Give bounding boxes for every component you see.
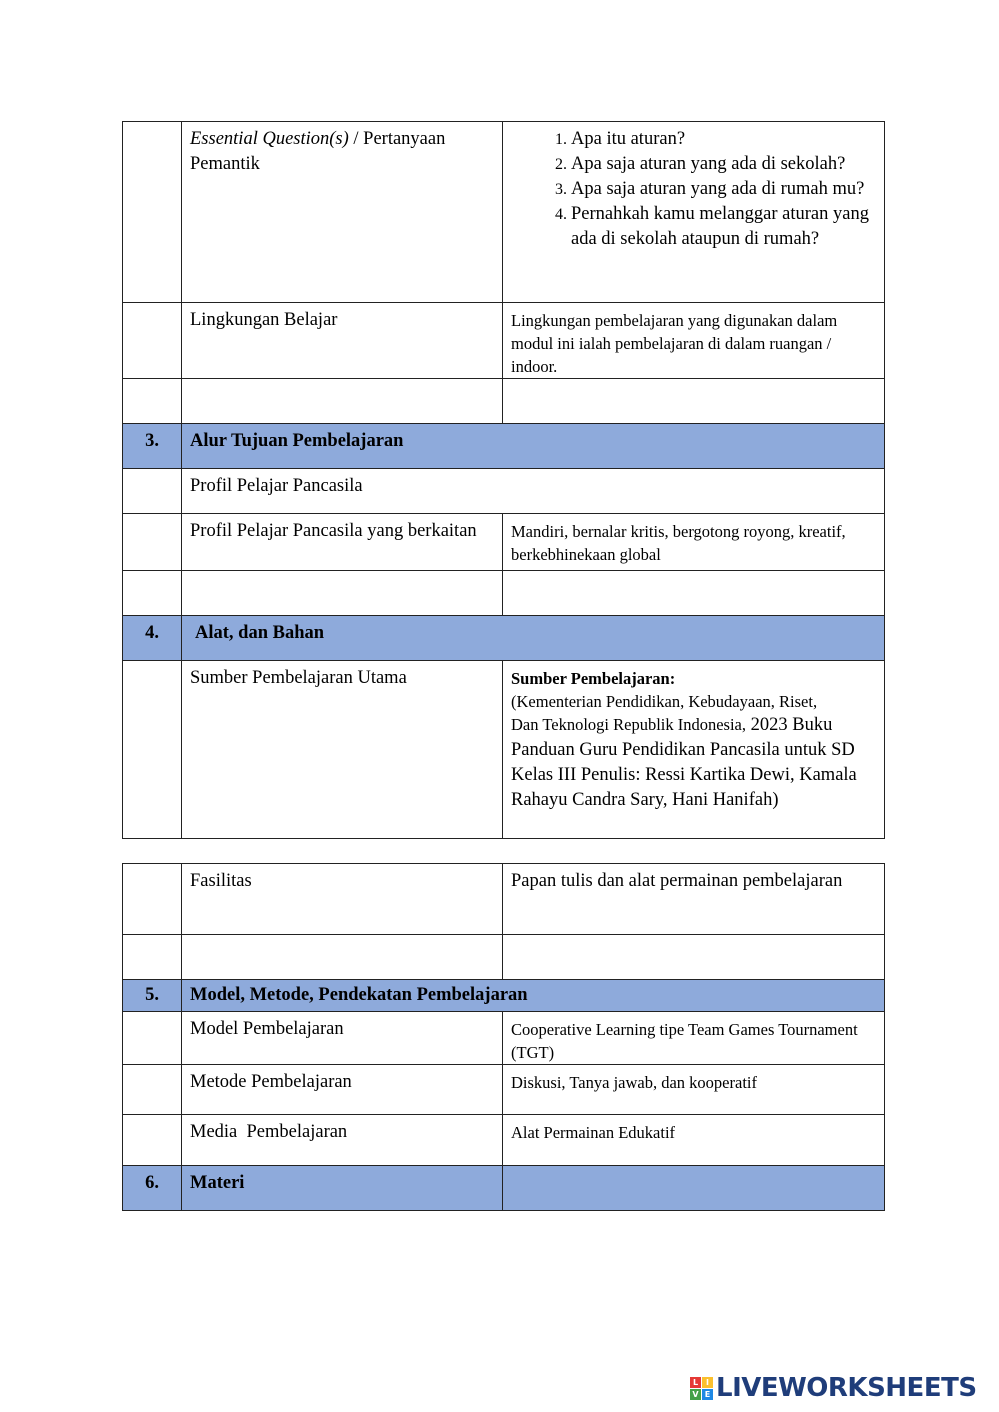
table-row [123,1065,885,1115]
section-number: 5. [123,980,182,1012]
fasilitas-label: Fasilitas [190,871,252,891]
table-row [123,935,885,980]
table-row [123,122,885,303]
section-title: Materi [182,1166,503,1211]
section-number: 3. [123,424,182,469]
table-cell [503,661,885,839]
model-label: Model Pembelajaran [190,1019,344,1039]
table-row [123,1115,885,1166]
table-row [123,469,885,514]
table-cell [503,935,885,980]
sumber-rest: 2023 Buku Panduan Guru Pendidikan Pancasila untuk SD Kelas III Penulis: Ressi Kartika Dewi, Kamala Rahayu Candra Sary, Hani Hanifah) [511,715,857,810]
table-cell [123,379,182,424]
section-header-row [123,424,885,469]
table-row [123,1012,885,1065]
essential-question-list [503,127,884,252]
essential-question-italic: Essential Question(s) [190,129,349,149]
media-label: Media Pembelajaran [190,1122,348,1142]
table-cell [503,1115,885,1166]
sumber-text [511,713,876,813]
table-cell [123,514,182,571]
sumber-line: Dan Teknologi Republik Indonesia, [511,715,747,734]
logo-letter: V [690,1389,701,1400]
logo-letter: L [690,1377,701,1388]
table-cell [182,864,503,935]
table-cell [182,1012,503,1065]
section-number: 4. [123,616,182,661]
table-cell [503,514,885,571]
table-cell [182,935,503,980]
module-table-top [122,121,885,839]
table-cell [503,1012,885,1065]
table-row [123,514,885,571]
essential-question-rest: / Pertanyaan Pemantik [190,129,446,174]
table-cell [182,571,503,616]
sumber-line: (Kementerian Pendidikan, Kebudayaan, Riset, [511,692,818,711]
table-row [123,379,885,424]
section-header-row [123,1166,885,1211]
sumber-heading: Sumber Pembelajaran: [511,669,676,688]
section-title: Model, Metode, Pendekatan Pembelajaran [182,980,885,1012]
section-header-row [123,980,885,1012]
table-cell [182,1065,503,1115]
table-row [123,661,885,839]
profil-label: Profil Pelajar Pancasila [190,476,363,496]
logo-text: LIVEWORKSHEETS [716,1373,977,1403]
table-cell [123,935,182,980]
table-cell [503,571,885,616]
table-cell [123,303,182,379]
table-cell [123,864,182,935]
profil-terkait-value: Mandiri, bernalar kritis, bergotong royong, kreatif, berkebhinekaan global [511,522,846,564]
table-cell [123,1012,182,1065]
module-table-bottom [122,863,885,1211]
liveworksheets-logo [690,1373,977,1403]
list-item: 1. Apa itu aturan? [571,127,884,152]
table-cell [503,1065,885,1115]
table-cell [503,379,885,424]
lingkungan-value: Lingkungan pembelajaran yang digunakan dalam modul ini ialah pembelajaran di dalam ruangan / indoor. [511,311,838,376]
table-cell [123,661,182,839]
fasilitas-value: Papan tulis dan alat permainan pembelajaran [511,871,843,891]
section-title: Alat, dan Bahan [182,616,885,661]
list-item: 4. Pernahkah kamu melanggar aturan yang ada di sekolah ataupun di rumah? [571,202,884,252]
table-cell [182,661,503,839]
lingkungan-label: Lingkungan Belajar [190,310,338,330]
logo-icon [690,1377,713,1400]
sumber-label: Sumber Pembelajaran Utama [190,668,407,688]
table-cell [123,571,182,616]
essential-question-label [182,122,502,177]
table-row [123,303,885,379]
logo-letter: I [702,1377,713,1388]
table-cell [182,514,503,571]
sumber-value [503,661,884,813]
section-header-row [123,616,885,661]
table-cell [182,1115,503,1166]
table-row [123,571,885,616]
model-value: Cooperative Learning tipe Team Games Tournament (TGT) [511,1020,858,1062]
table-row [123,864,885,935]
table-cell [182,122,503,303]
table-cell [182,303,503,379]
list-item: 2. Apa saja aturan yang ada di sekolah? [571,152,884,177]
table-cell [503,1166,885,1211]
media-value: Alat Permainan Edukatif [511,1123,676,1142]
table-cell [503,303,885,379]
table-cell [182,469,885,514]
table-cell [123,1115,182,1166]
table-cell [503,122,885,303]
section-number: 6. [123,1166,182,1211]
table-cell [123,1065,182,1115]
logo-letter: E [702,1389,713,1400]
profil-terkait-label: Profil Pelajar Pancasila yang berkaitan [190,521,477,541]
metode-value: Diskusi, Tanya jawab, dan kooperatif [511,1073,757,1092]
metode-label: Metode Pembelajaran [190,1072,352,1092]
list-item: 3. Apa saja aturan yang ada di rumah mu? [571,177,884,202]
table-cell [182,379,503,424]
section-title: Alur Tujuan Pembelajaran [182,424,885,469]
table-cell [503,864,885,935]
table-cell [123,122,182,303]
table-cell [123,469,182,514]
